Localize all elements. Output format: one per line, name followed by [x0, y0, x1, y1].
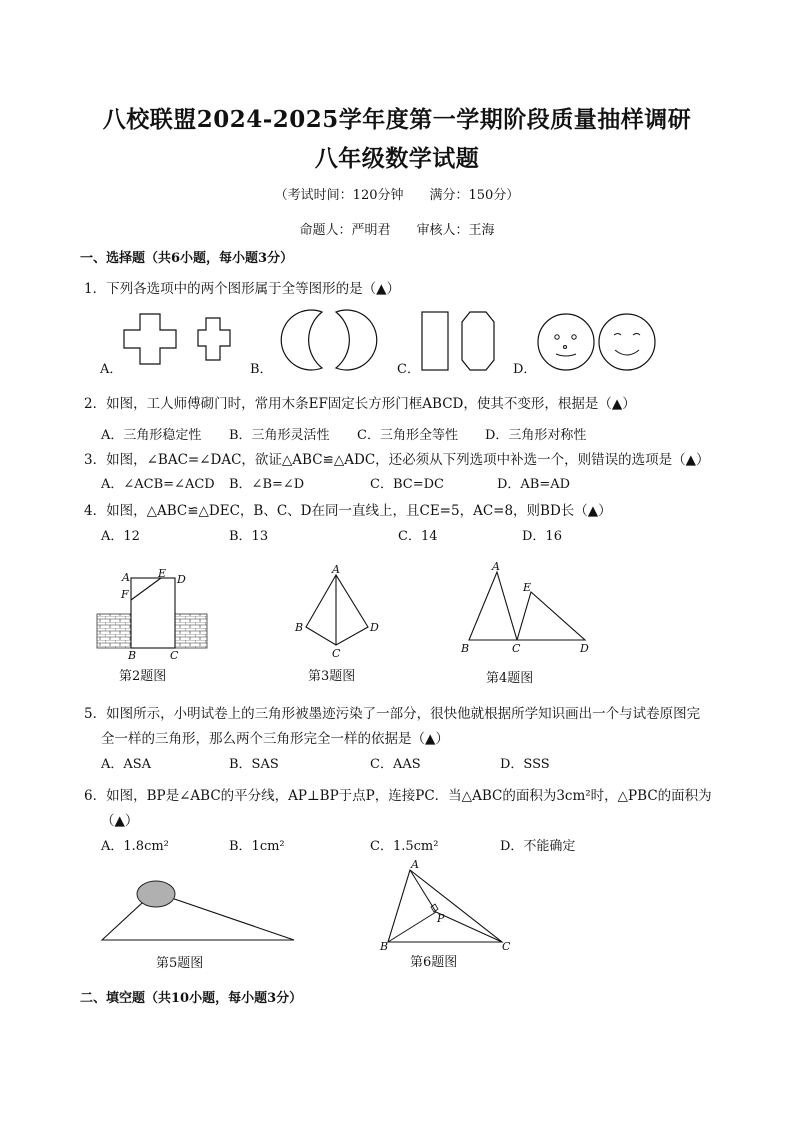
q2-option-a: A．三角形稳定性: [101, 428, 202, 443]
fig2-label-b: B: [128, 649, 137, 662]
exam-authors: 命题人：严明君 审核人：王海: [299, 223, 495, 238]
question-2-stem: 2．如图，工人师傅砌门时，常用木条EF固定长方形门框ABCD，使其不变形，根据是（▲）: [84, 396, 636, 412]
fig3-label-c: C: [332, 647, 341, 660]
q4-option-a: A．12: [101, 529, 140, 544]
exam-title: 八校联盟2024-2025学年度第一学期阶段质量抽样调研: [102, 106, 692, 133]
q6-option-d: D．不能确定: [500, 839, 576, 854]
figure-4-caption: 第4题图: [486, 671, 534, 686]
figure-6-bisector-triangle: [378, 860, 518, 952]
fig4-label-c: C: [512, 642, 521, 655]
figure-5-caption: 第5题图: [156, 956, 204, 971]
exam-info: （考试时间：120分钟 满分：150分）: [274, 188, 520, 203]
section-heading-fill-in: 二、填空题（共10小题，每小题3分）: [80, 991, 303, 1006]
question-1-stem: 1．下列各选项中的两个图形属于全等图形的是（▲）: [84, 281, 400, 297]
q6-option-a: A．1.8cm²: [101, 839, 169, 854]
q6-option-c: C．1.5cm²: [370, 839, 439, 854]
figure-6-caption: 第6题图: [410, 955, 458, 970]
q2-option-d: D．三角形对称性: [485, 428, 587, 443]
fig6-label-c: C: [502, 940, 511, 953]
figure-3-kite: [290, 563, 390, 659]
q1-option-c-figure: [418, 308, 508, 372]
fig3-label-d: D: [370, 621, 379, 634]
fig6-label-b: B: [380, 940, 389, 953]
q1-option-d-label: D．: [513, 362, 537, 377]
fig4-label-b: B: [461, 642, 470, 655]
q5-option-a: A．ASA: [101, 757, 152, 772]
q5-option-d: D．SSS: [500, 757, 550, 772]
q3-option-b: B．∠B=∠D: [229, 477, 305, 492]
q5-option-c: C．AAS: [370, 757, 421, 772]
question-6-stem-line1: 6．如图，BP是∠ABC的平分线，AP⊥BP于点P，连接PC．当△ABC的面积为3cm²时，△PBC的面积为: [84, 788, 712, 804]
figure-3-caption: 第3题图: [308, 669, 356, 684]
q3-option-c: C．BC=DC: [370, 477, 444, 492]
q1-option-b-figure: [270, 308, 390, 372]
q3-option-d: D．AB=AD: [497, 477, 571, 492]
fig3-label-b: B: [295, 621, 304, 634]
q4-option-c: C．14: [398, 529, 438, 544]
question-6-stem-line2: （▲）: [101, 813, 139, 829]
figure-2-door-frame: [95, 568, 215, 660]
section-heading-choice: 一、选择题（共6小题，每小题3分）: [80, 251, 294, 266]
exam-subtitle: 八年级数学试题: [314, 145, 480, 172]
figure-5-stained-triangle: [98, 876, 302, 946]
fig2-label-f: F: [121, 588, 129, 601]
question-3-stem: 3．如图，∠BAC=∠DAC，欲证△ABC≌△ADC，还必须从下列选项中补选一个，则错误的选项是（▲）: [84, 452, 710, 468]
ink-blot: [137, 881, 175, 907]
q1-option-b-label: B．: [250, 362, 273, 377]
fig2-label-d: D: [177, 573, 186, 586]
q1-option-a-label: A．: [100, 362, 123, 377]
question-5-stem-line2: 全一样的三角形，那么两个三角形完全一样的依据是（▲）: [101, 731, 449, 747]
q2-option-c: C．三角形全等性: [357, 428, 458, 443]
fig2-label-a: A: [122, 571, 130, 584]
q1-option-a-figure: [118, 310, 238, 370]
fig3-label-a: A: [332, 563, 340, 576]
fig2-label-c: C: [170, 649, 179, 662]
q6-option-b: B．1cm²: [229, 839, 285, 854]
fig4-label-a: A: [492, 560, 500, 573]
q5-option-b: B．SAS: [229, 757, 279, 772]
figure-2-caption: 第2题图: [119, 669, 167, 684]
figure-4-triangles: [457, 560, 597, 656]
fig4-label-e: E: [523, 581, 532, 594]
fig6-label-a: A: [411, 858, 419, 871]
q2-option-b: B．三角形灵活性: [229, 428, 330, 443]
fig6-label-p: P: [437, 912, 445, 925]
fig2-label-e: E: [158, 567, 167, 580]
q3-option-a: A．∠ACB=∠ACD: [101, 477, 215, 492]
q4-option-d: D．16: [522, 529, 562, 544]
q4-option-b: B．13: [229, 529, 269, 544]
q1-option-d-figure: [536, 312, 660, 372]
q1-option-c-label: C．: [397, 362, 420, 377]
fig4-label-d: D: [580, 642, 589, 655]
question-4-stem: 4．如图，△ABC≌△DEC，B、C、D在同一直线上，且CE=5，AC=8，则BD长（▲）: [84, 503, 612, 519]
question-5-stem-line1: 5．如图所示，小明试卷上的三角形被墨迹污染了一部分，很快他就根据所学知识画出一个与试卷原图完: [84, 706, 701, 722]
